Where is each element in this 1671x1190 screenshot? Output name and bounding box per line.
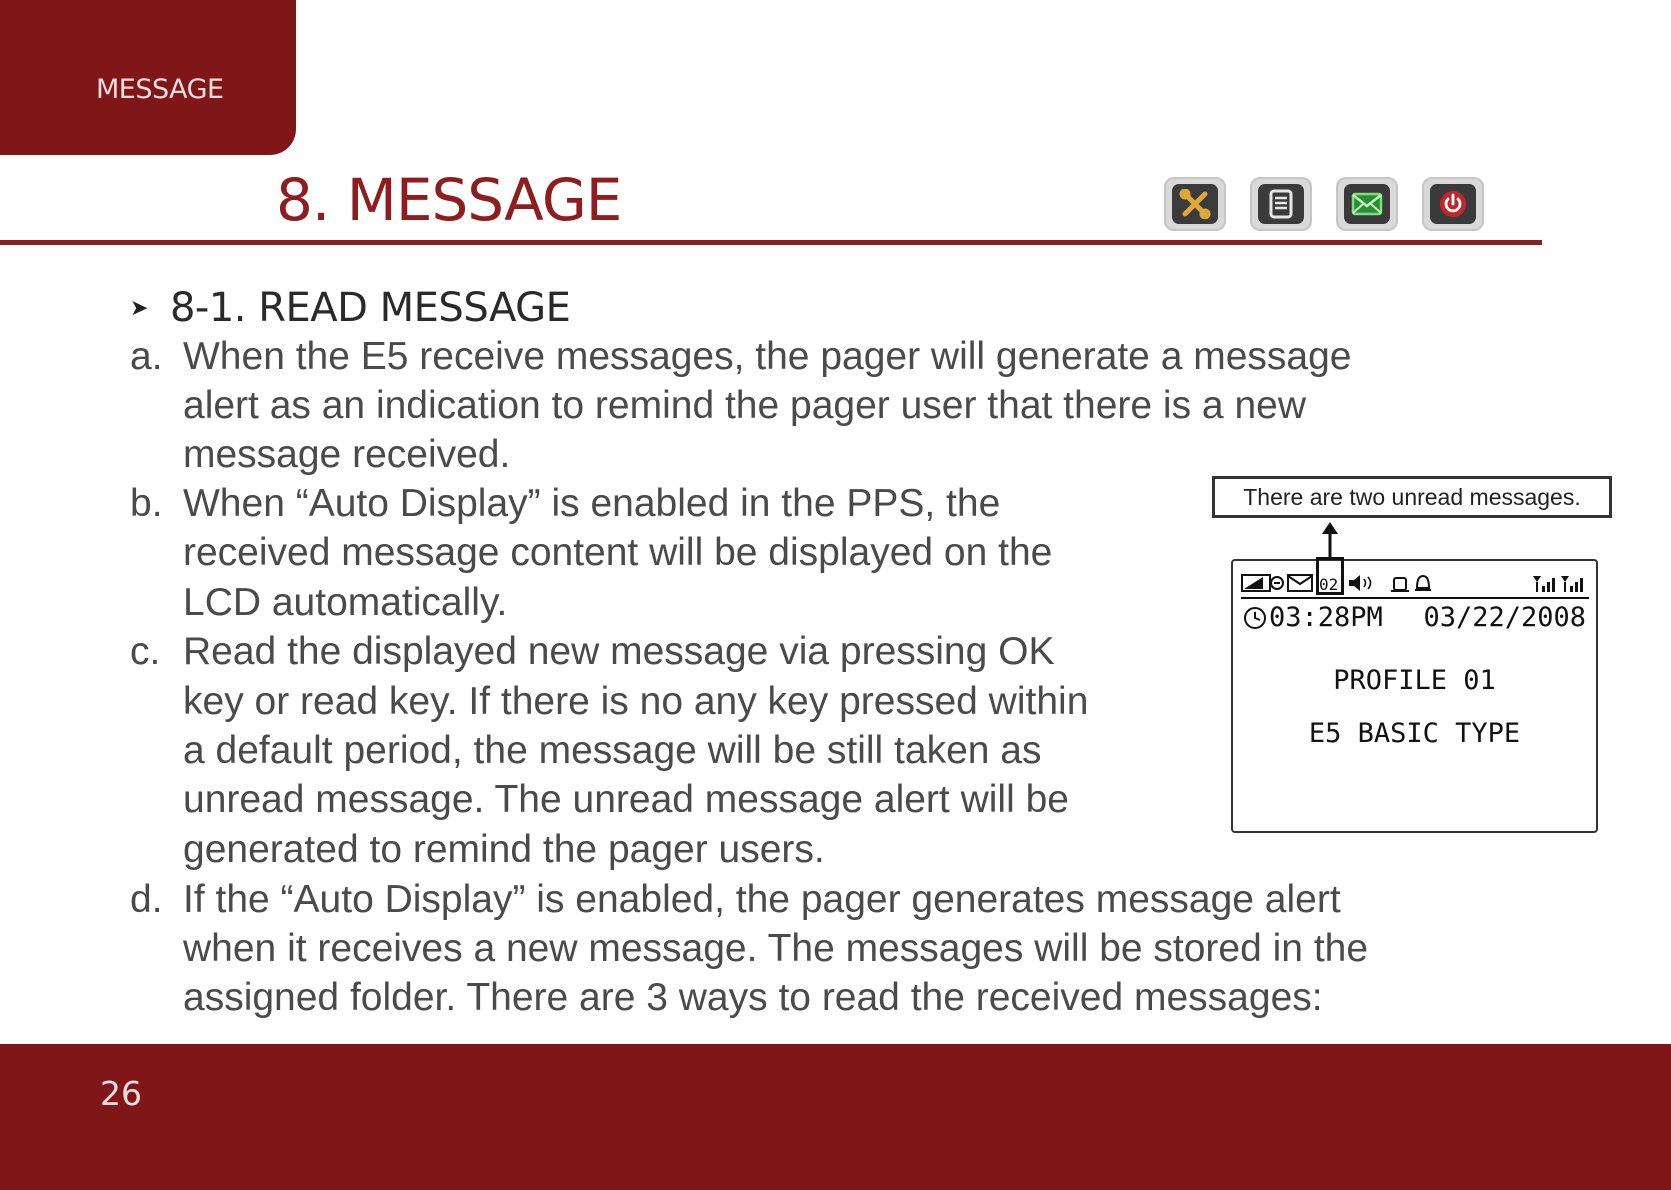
paragraph-line: when it receives a new message. The messages will be stored in the	[183, 927, 1369, 970]
paragraph-letter: b.	[130, 482, 163, 525]
paragraph-line: received message content will be displayed on the	[183, 531, 1053, 574]
footer-bar	[0, 1044, 1671, 1190]
clock-icon	[1243, 606, 1267, 630]
lcd-time: 03:28PM	[1269, 602, 1383, 633]
callout-box	[1212, 476, 1612, 518]
lcd-date: 03/22/2008	[1423, 602, 1586, 633]
lcd-status-divider	[1241, 597, 1589, 599]
section-heading-text: 8-1. READ MESSAGE	[169, 285, 571, 331]
paragraph-line: a default period, the message will be still taken as	[183, 729, 1042, 772]
header-tab-label: MESSAGE	[96, 74, 224, 105]
page-number: 26	[100, 1074, 142, 1113]
paragraph-line: LCD automatically.	[183, 581, 508, 624]
lcd-status-bar	[1241, 569, 1589, 599]
header-icon-bar	[1164, 177, 1484, 231]
unread-count-highlight	[1316, 557, 1344, 595]
lcd-profile-line: PROFILE 01	[1333, 665, 1496, 696]
tools-icon	[1164, 177, 1226, 231]
document-icon	[1250, 177, 1312, 231]
unread-count: 02	[1319, 575, 1339, 594]
envelope-icon	[1336, 177, 1398, 231]
signal-strength-icon	[1531, 572, 1589, 594]
paragraph-line: Read the displayed new message via pressing OK	[183, 630, 1055, 673]
pager-lcd-screen	[1231, 559, 1598, 833]
section-heading	[130, 285, 570, 331]
paragraph-letter: c.	[130, 630, 161, 673]
callout-text: There are two unread messages.	[1243, 483, 1581, 510]
lcd-type-line: E5 BASIC TYPE	[1308, 718, 1521, 749]
paragraph-line: assigned folder. There are 3 ways to read the received messages:	[183, 976, 1323, 1019]
speaker-icon	[1347, 573, 1375, 593]
arrow-bullet-icon: ➤	[130, 295, 148, 321]
paragraph-letter: a.	[130, 335, 163, 378]
page-title: 8. MESSAGE	[276, 166, 622, 234]
paragraph-line: key or read key. If there is no any key pressed within	[183, 680, 1089, 723]
paragraph-line: generated to remind the pager users.	[183, 828, 825, 871]
header-tab	[0, 0, 296, 155]
vibrate-bell-icon	[1391, 572, 1435, 594]
paragraph-line: When “Auto Display” is enabled in the PPS, the	[183, 482, 1001, 525]
title-divider	[0, 240, 1542, 245]
paragraph-line: If the “Auto Display” is enabled, the pager generates message alert	[183, 878, 1341, 921]
callout-arrow-icon	[1318, 520, 1342, 560]
power-icon	[1422, 177, 1484, 231]
paragraph-line: When the E5 receive messages, the pager will generate a message	[183, 335, 1352, 378]
paragraph-line: alert as an indication to remind the pager user that there is a new	[183, 384, 1306, 427]
paragraph-line: unread message. The unread message alert will be	[183, 778, 1069, 821]
envelope-icon	[1287, 573, 1313, 593]
battery-charge-icon	[1241, 573, 1285, 593]
paragraph-line: message received.	[183, 433, 511, 476]
paragraph-letter: d.	[130, 878, 163, 921]
